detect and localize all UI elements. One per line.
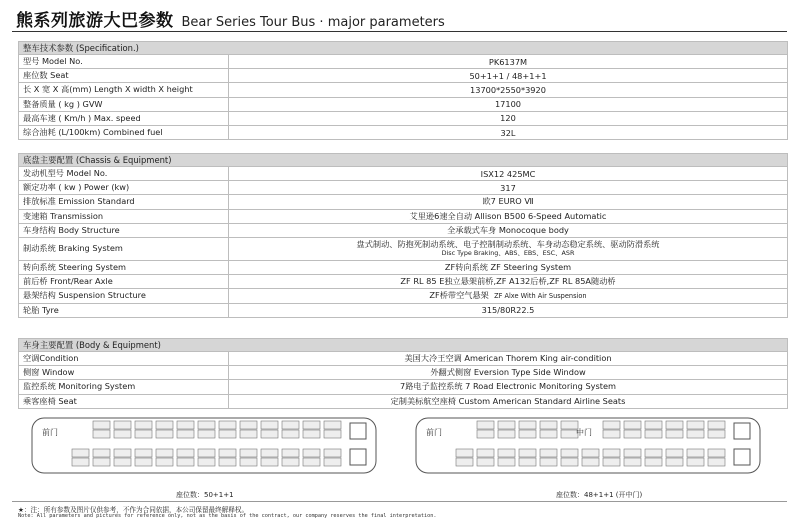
seat (624, 458, 641, 466)
bus-floorplan-48 (412, 415, 764, 477)
seat (582, 449, 599, 457)
table-row (19, 209, 788, 223)
seat (240, 421, 257, 429)
front-door-label: 前门 (426, 428, 442, 437)
seat (93, 421, 110, 429)
seat (498, 449, 515, 457)
seat (477, 449, 494, 457)
spec-table-body (18, 338, 788, 409)
braking-value-en: Disc Type Braking、ABS、EBS、ESC、ASR (441, 248, 575, 257)
seat (519, 421, 536, 429)
seat (303, 421, 320, 429)
seat (177, 458, 194, 466)
seat (603, 458, 620, 466)
seat (219, 458, 236, 466)
table-row (19, 97, 788, 111)
table-row (19, 380, 788, 394)
table-row (19, 303, 788, 317)
seat (708, 421, 725, 429)
seat (498, 430, 515, 438)
seat (561, 458, 578, 466)
driver-seat (734, 423, 750, 439)
seat (93, 449, 110, 457)
seat (624, 449, 641, 457)
row-label: 悬架结构 Suspension Structure (19, 289, 229, 303)
seat (687, 458, 704, 466)
seat (282, 430, 299, 438)
seat (177, 449, 194, 457)
seat (645, 449, 662, 457)
seat (303, 449, 320, 457)
page-title (16, 6, 445, 30)
front-door-label: 前门 (42, 428, 58, 437)
table-row (19, 289, 788, 303)
seat (561, 449, 578, 457)
section-header: 底盘主要配置 (Chassis & Equipment) (19, 154, 788, 167)
seat (687, 430, 704, 438)
seat (198, 430, 215, 438)
row-label: 车身结构 Body Structure (19, 223, 229, 237)
row-value: 32L (229, 125, 788, 139)
row-value: ISX12 425MC (229, 167, 788, 181)
seat (114, 421, 131, 429)
table-row (19, 167, 788, 181)
seat (708, 430, 725, 438)
suspension-value-cn: ZF桥带空气悬架 (429, 290, 489, 301)
row-label: 前后桥 Front/Rear Axle (19, 275, 229, 289)
seat (540, 449, 557, 457)
seat (324, 430, 341, 438)
seat (708, 458, 725, 466)
note-chinese: ★：注：所有参数及图片仅供参考，不作为合同依据，本公司保留最终解释权。 (18, 506, 249, 514)
table-row (19, 223, 788, 237)
seat (666, 449, 683, 457)
row-value: 美国大冷王空调 American Thorem King air-condition (229, 352, 788, 366)
title-chinese: 熊系列旅游大巴参数 (16, 11, 174, 31)
seat (198, 458, 215, 466)
row-value: ZF转向系统 ZF Steering System (229, 260, 788, 274)
section-header: 整车技术参数 (Specification.) (19, 42, 788, 55)
seat (135, 421, 152, 429)
seat (219, 449, 236, 457)
row-label: 长 X 宽 X 高(mm) Length X width X height (19, 83, 229, 97)
title-divider (12, 31, 787, 32)
seat (324, 458, 341, 466)
seat (456, 449, 473, 457)
row-value: 315/80R22.5 (229, 303, 788, 317)
seat (456, 458, 473, 466)
seat (177, 430, 194, 438)
row-label: 综合油耗 (L/100km) Combined fuel (19, 125, 229, 139)
row-value: 欧7 EURO Ⅶ (229, 195, 788, 209)
seat (219, 421, 236, 429)
seat (498, 421, 515, 429)
seat (72, 449, 89, 457)
seat (135, 430, 152, 438)
braking-value-cn: 盘式制动、防抱死制动系统、电子控制制动系统、车身动态稳定系统、驱动防滑系统 (356, 238, 660, 249)
seat (666, 421, 683, 429)
seat (324, 421, 341, 429)
row-value: 7路电子监控系统 7 Road Electronic Monitoring System (229, 380, 788, 394)
seat (240, 449, 257, 457)
seat (666, 458, 683, 466)
seat (708, 449, 725, 457)
seat (261, 449, 278, 457)
seat (282, 458, 299, 466)
seat (624, 421, 641, 429)
row-value: 定制美标航空座椅 Custom American Standard Airline Seats (229, 394, 788, 408)
seat (156, 449, 173, 457)
seat (72, 458, 89, 466)
seat (582, 458, 599, 466)
seat-layout-50 (28, 415, 380, 475)
note-english: Note: All parameters and pictures for reference only, not as the basis of the contract, our company reserves the final interpretation. (18, 513, 437, 519)
toilet (350, 449, 366, 465)
row-label: 侧窗 Window (19, 366, 229, 380)
seat (687, 449, 704, 457)
row-value: 317 (229, 181, 788, 195)
row-value: 17100 (229, 97, 788, 111)
seat (519, 458, 536, 466)
row-label: 最高车速 ( Km/h ) Max. speed (19, 111, 229, 125)
seat (93, 430, 110, 438)
row-value: PK6137M (229, 55, 788, 69)
seat (519, 449, 536, 457)
seat (477, 430, 494, 438)
seat (687, 421, 704, 429)
row-value (229, 237, 788, 260)
seat (603, 421, 620, 429)
row-value: 50+1+1 / 48+1+1 (229, 69, 788, 83)
seat (93, 458, 110, 466)
row-label: 乘客座椅 Seat (19, 394, 229, 408)
table-row (19, 83, 788, 97)
table-row (19, 69, 788, 83)
seat (156, 430, 173, 438)
seat (603, 430, 620, 438)
row-label: 轮胎 Tyre (19, 303, 229, 317)
seat (177, 421, 194, 429)
seat (666, 430, 683, 438)
spec-table-specification (18, 41, 788, 140)
row-label: 空调Condition (19, 352, 229, 366)
seat (261, 458, 278, 466)
row-value (229, 289, 788, 303)
seat (540, 458, 557, 466)
seat (645, 430, 662, 438)
seat (540, 430, 557, 438)
row-value: 外翻式侧窗 Eversion Type Side Window (229, 366, 788, 380)
seat-grid (72, 421, 341, 466)
driver-seat (350, 423, 366, 439)
table-row (19, 275, 788, 289)
seat (156, 458, 173, 466)
row-label: 额定功率 ( kw ) Power (kw) (19, 181, 229, 195)
seat (645, 421, 662, 429)
seat (261, 430, 278, 438)
row-label: 座位数 Seat (19, 69, 229, 83)
row-label: 整备质量 ( kg ) GVW (19, 97, 229, 111)
seat (603, 449, 620, 457)
table-row (19, 55, 788, 69)
table-row (19, 237, 788, 260)
table-row (19, 195, 788, 209)
toilet (734, 449, 750, 465)
seat (156, 421, 173, 429)
table-row (19, 394, 788, 408)
seat (477, 421, 494, 429)
seat-layout-50-caption: 座位数：50+1+1 (176, 491, 234, 499)
row-value: ZF RL 85 E独立悬架前桥,ZF A132后桥,ZF RL 85A随动桥 (229, 275, 788, 289)
seat (135, 458, 152, 466)
seat (282, 449, 299, 457)
row-label: 制动系统 Braking System (19, 237, 229, 260)
seat (324, 449, 341, 457)
row-value: 13700*2550*3920 (229, 83, 788, 97)
seat (240, 458, 257, 466)
seat (519, 430, 536, 438)
table-row (19, 366, 788, 380)
seat (498, 458, 515, 466)
section-header: 车身主要配置 (Body & Equipment) (19, 339, 788, 352)
notes-divider (12, 501, 787, 502)
seat (135, 449, 152, 457)
seat (303, 458, 320, 466)
title-english: Bear Series Tour Bus · major parameters (181, 15, 445, 30)
seat (477, 458, 494, 466)
row-label: 转向系统 Steering System (19, 260, 229, 274)
seat (540, 421, 557, 429)
bus-floorplan-50 (28, 415, 380, 477)
seat (114, 458, 131, 466)
seat (114, 449, 131, 457)
seat (282, 421, 299, 429)
seat (624, 430, 641, 438)
table-row (19, 125, 788, 139)
seat (219, 430, 236, 438)
row-label: 排放标准 Emission Standard (19, 195, 229, 209)
seat (114, 430, 131, 438)
row-value: 120 (229, 111, 788, 125)
seat (645, 458, 662, 466)
row-label: 型号 Model No. (19, 55, 229, 69)
seat-layout-48-caption: 座位数：48+1+1 (开中门) (556, 491, 643, 499)
row-label: 发动机型号 Model No. (19, 167, 229, 181)
row-label: 监控系统 Monitoring System (19, 380, 229, 394)
spec-table-chassis (18, 153, 788, 318)
seat (198, 449, 215, 457)
suspension-value-en: ZF Alxe With Air Suspension (494, 292, 587, 301)
table-row (19, 181, 788, 195)
seat (240, 430, 257, 438)
seat-layout-48 (412, 415, 764, 475)
row-value: 艾里逊6速全自动 Allison B500 6-Speed Automatic (229, 209, 788, 223)
table-row (19, 260, 788, 274)
seat (198, 421, 215, 429)
table-row (19, 352, 788, 366)
row-label: 变速箱 Transmission (19, 209, 229, 223)
row-value: 全承载式车身 Monocoque body (229, 223, 788, 237)
seat (261, 421, 278, 429)
seat (303, 430, 320, 438)
middle-door-label: 中门 (576, 428, 592, 437)
table-row (19, 111, 788, 125)
